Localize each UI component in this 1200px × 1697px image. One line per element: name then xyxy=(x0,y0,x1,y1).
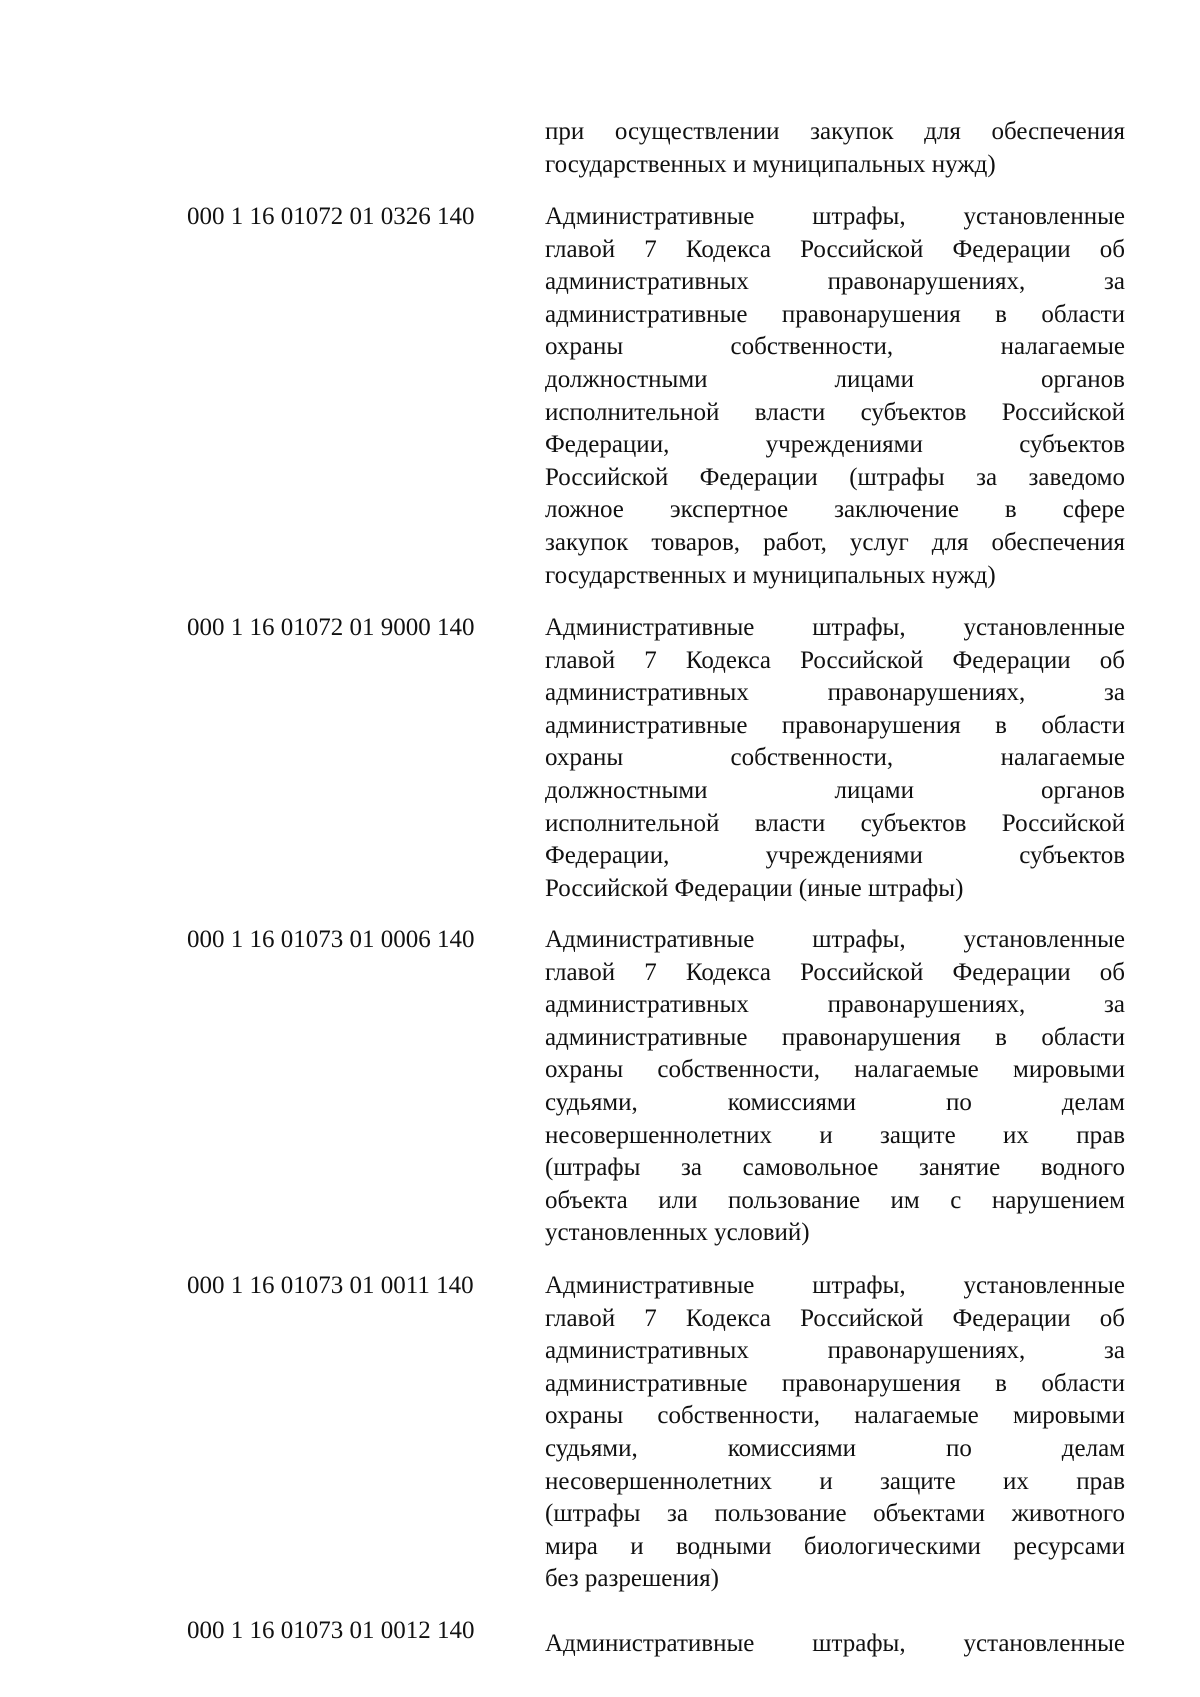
text-line: Административные штрафы, установленные xyxy=(545,926,1125,953)
text-line: без разрешения) xyxy=(545,1565,719,1593)
code-description xyxy=(545,1628,1125,1661)
text-line: охраны собственности, налагаемые мировыми xyxy=(545,1402,1125,1430)
text-line: Федерации, учреждениями субъектов xyxy=(545,842,1125,870)
text-line: судьями, комиссиями по делам xyxy=(545,1088,1125,1116)
text-line: государственных и муниципальных нужд) xyxy=(545,150,996,178)
text-line: несовершеннолетних и защите их прав xyxy=(545,1467,1125,1495)
text-line: мира и водными биологическими ресурсами xyxy=(545,1532,1125,1560)
text-line: административных правонарушениях, за xyxy=(545,1337,1125,1365)
text-line: охраны собственности, налагаемые xyxy=(545,333,1125,361)
continuation-description xyxy=(545,116,1125,181)
text-line: Федерации, учреждениями субъектов xyxy=(545,431,1125,459)
text-line: Российской Федерации (штрафы за заведомо xyxy=(545,463,1125,491)
text-line: главой 7 Кодекса Российской Федерации об xyxy=(545,1304,1125,1332)
text-line: судьями, комиссиями по делам xyxy=(545,1434,1125,1462)
budget-code: 000 1 16 01073 01 0006 140 xyxy=(187,926,475,953)
text-line: главой 7 Кодекса Российской Федерации об xyxy=(545,646,1125,674)
text-line: Административные штрафы, установленные xyxy=(545,1630,1125,1657)
text-line: Российской Федерации (иные штрафы) xyxy=(545,874,964,902)
code-description xyxy=(545,201,1125,592)
code-description xyxy=(545,612,1125,905)
text-line: должностными лицами органов xyxy=(545,365,1125,393)
budget-code: 000 1 16 01072 01 9000 140 xyxy=(187,614,475,641)
text-line: административных правонарушениях, за xyxy=(545,679,1125,707)
text-line: главой 7 Кодекса Российской Федерации об xyxy=(545,958,1125,986)
text-line: административные правонарушения в области xyxy=(545,1023,1125,1051)
text-line: объекта или пользование им с нарушением xyxy=(545,1186,1125,1214)
budget-code: 000 1 16 01073 01 0012 140 xyxy=(187,1617,475,1644)
text-line: (штрафы за пользование объектами животного xyxy=(545,1500,1125,1528)
text-line: должностными лицами органов xyxy=(545,776,1125,804)
text-line: установленных условий) xyxy=(545,1219,810,1247)
budget-code: 000 1 16 01072 01 0326 140 xyxy=(187,203,475,230)
text-line: несовершеннолетних и защите их прав xyxy=(545,1121,1125,1149)
text-line: охраны собственности, налагаемые мировыми xyxy=(545,1056,1125,1084)
code-description xyxy=(545,1270,1125,1596)
text-line: административные правонарушения в области xyxy=(545,300,1125,328)
text-line: административные правонарушения в области xyxy=(545,1369,1125,1397)
text-line: (штрафы за самовольное занятие водного xyxy=(545,1154,1125,1182)
text-line: административные правонарушения в области xyxy=(545,711,1125,739)
text-line: исполнительной власти субъектов Российской xyxy=(545,809,1125,837)
code-description xyxy=(545,924,1125,1250)
budget-code: 000 1 16 01073 01 0011 140 xyxy=(187,1272,474,1299)
text-line: главой 7 Кодекса Российской Федерации об xyxy=(545,235,1125,263)
text-line: административных правонарушениях, за xyxy=(545,991,1125,1019)
text-line: государственных и муниципальных нужд) xyxy=(545,561,996,589)
text-line: Административные штрафы, установленные xyxy=(545,1272,1125,1299)
text-line: закупок товаров, работ, услуг для обеспечения xyxy=(545,528,1125,556)
text-line: исполнительной власти субъектов Российской xyxy=(545,398,1125,426)
text-line: административных правонарушениях, за xyxy=(545,268,1125,296)
text-line: Административные штрафы, установленные xyxy=(545,614,1125,641)
text-line: Административные штрафы, установленные xyxy=(545,203,1125,230)
text-line: ложное экспертное заключение в сфере xyxy=(545,496,1125,524)
text-line: охраны собственности, налагаемые xyxy=(545,744,1125,772)
text-line: при осуществлении закупок для обеспечения xyxy=(545,118,1125,145)
